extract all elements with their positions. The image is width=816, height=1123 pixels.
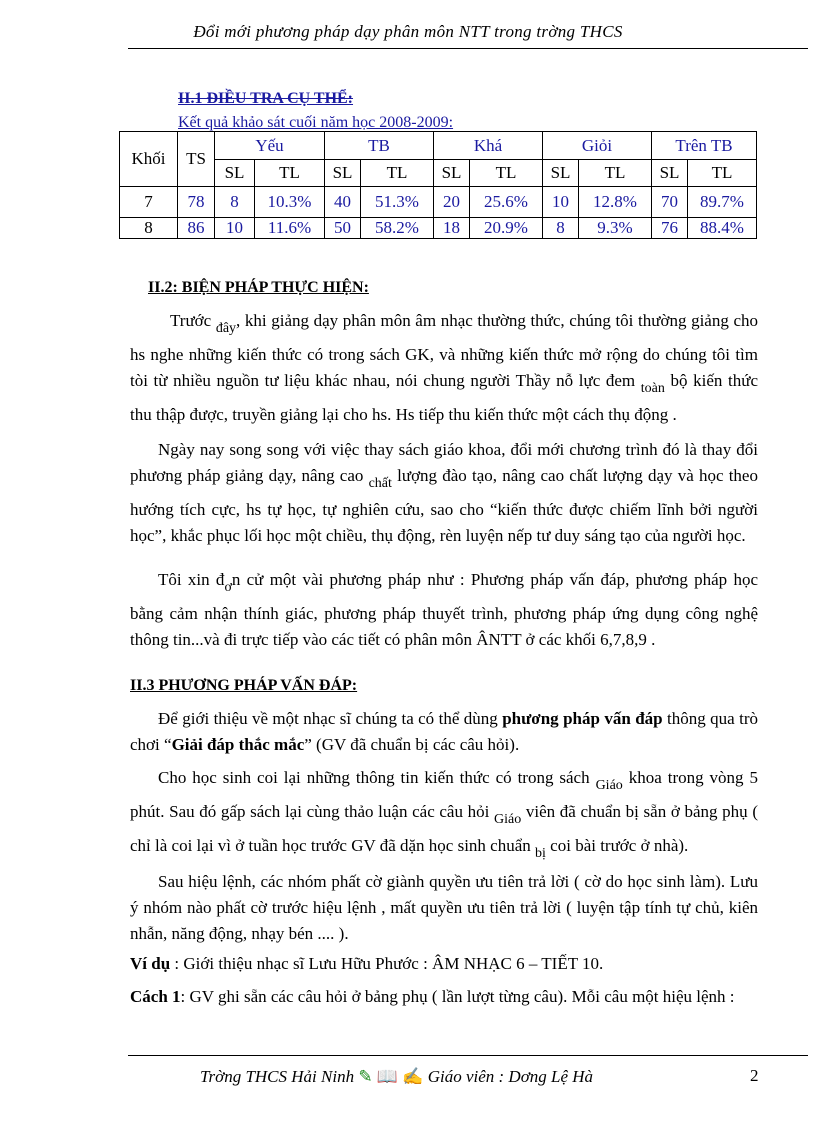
section-3-paragraph-3: Sau hiệu lệnh, các nhóm phất cờ giành quyền ưu tiên trả lời ( cờ do học sinh làm). Lưu ý nhóm nào phất cờ trước hiệu lệnh , mất quyền ưu tiên trả lời ( luyện tập tính tự chủ, kiên nhẫn, năng động, nhạy bén .... ). — [130, 872, 758, 943]
group-header: Trên TB — [652, 132, 757, 160]
table-cell: 76 — [652, 218, 688, 239]
table-cell: 89.7% — [688, 187, 757, 218]
footer-rule — [128, 1055, 808, 1056]
method-1-line: Cách 1: GV ghi sẵn các câu hỏi ở bảng phụ ( lần lượt từng câu). Mỗi câu một hiệu lệnh : — [130, 987, 735, 1006]
table-cell: 10 — [543, 187, 579, 218]
table-cell: 25.6% — [470, 187, 543, 218]
section-2-paragraph-3: Tôi xin $đ_ơn$ cử một vài phương pháp như : Phương pháp vấn đáp, phương pháp học bằng cảm nhận thính giác, phương pháp thuyết trình, phương pháp ứng dụng công nghệ thông tin...và đi trực tiếp vào các tiết có phân môn ÂNTT ở các khối 6,7,8,9 . — [130, 570, 758, 649]
page-footer — [200, 1067, 593, 1087]
table-cell: 20 — [434, 187, 470, 218]
sub-header-tl: TL — [470, 160, 543, 187]
page-header-title: Đổi mới phương pháp dạy phân môn NTT trong trờng THCS — [193, 22, 623, 41]
table-cell: 8 — [215, 187, 255, 218]
sub-header-sl: SL — [325, 160, 361, 187]
example-line: Ví dụ : Giới thiệu nhạc sĩ Lưu Hữu Phước : ÂM NHẠC 6 – TIẾT 10. — [130, 954, 604, 973]
table-cell: 11.6% — [255, 218, 325, 239]
header-ts: TS — [178, 132, 215, 187]
table-cell: 78 — [178, 187, 215, 218]
table-cell: 20.9% — [470, 218, 543, 239]
section-2-paragraph-1: Trước $_{đây}$, khi giảng dạy phân môn âm nhạc thường thức, chúng tôi thường giảng cho hs nghe những kiến thức có trong sách GK, và những kiến thức mở rộng do chúng tôi tìm tòi từ nhiều nguồn tư liệu khác nhau, nói chung người Thầy nỗ lực đem $_{toàn}$ bộ kiến thức thu thập được, truyền giảng lại cho hs. Hs tiếp thu kiến thức một cách thụ động . — [130, 311, 759, 424]
sub-header-sl: SL — [434, 160, 470, 187]
table-cell: 12.8% — [579, 187, 652, 218]
section-2-paragraph-2: Ngày nay song song với việc thay sách giáo khoa, đổi mới chương trình đó là thay đổi phương pháp giảng dạy, nâng cao $_{chất}$ lượng đào tạo, nâng cao chất lượng dạy và học theo hướng tích cực, hs tự học, tự nghiên cứu, sao cho “kiến thức được chiếm lĩnh bởi người học”, khắc phục lối học một chiều, thụ động, rèn luyện nếp tư duy sáng tạo của người học. — [130, 440, 758, 545]
section-1-heading: II.1 ĐIỀU TRA CỤ THỂ: — [178, 90, 354, 107]
sub-header-sl: SL — [543, 160, 579, 187]
book-icon: 📖 — [376, 1067, 399, 1086]
section-3-paragraph-2: Cho học sinh coi lại những thông tin kiến thức có trong sách $_{Giáo}$ khoa trong vòng 5 phút. Sau đó gấp sách lại cùng thảo luận các câu hỏi $_{Giáo}$ viên đã chuẩn bị sẵn ở bảng phụ ( chỉ là coi lại vì ở tuần học trước GV đã dặn học sinh chuẩn $_{bị}$ coi bài trước ở nhà). — [130, 768, 758, 861]
header-rule — [128, 48, 808, 49]
sub-header-tl: TL — [255, 160, 325, 187]
table-cell: 8 — [120, 218, 178, 239]
sub-header-tl: TL — [579, 160, 652, 187]
sub-header-tl: TL — [361, 160, 434, 187]
table-row — [120, 218, 757, 239]
group-header: Khá — [434, 132, 543, 160]
table-cell: 7 — [120, 187, 178, 218]
footer-teacher: Giáo viên : Dơng Lệ Hà — [423, 1067, 594, 1086]
survey-results-table — [119, 131, 757, 239]
sub-header-sl: SL — [215, 160, 255, 187]
section-3-paragraph-1: Để giới thiệu về một nhạc sĩ chúng ta có thể dùng phương pháp vấn đáp thông qua trò chơi “Giải đáp thắc mắc” (GV đã chuẩn bị các câu hỏi). — [130, 709, 758, 754]
group-header: TB — [325, 132, 434, 160]
header-khoi: Khối — [120, 132, 178, 187]
table-cell: 86 — [178, 218, 215, 239]
table-cell: 70 — [652, 187, 688, 218]
table-row — [120, 187, 757, 218]
table-cell: 18 — [434, 218, 470, 239]
table-cell: 40 — [325, 187, 361, 218]
group-header: Yếu — [215, 132, 325, 160]
table-cell: 10 — [215, 218, 255, 239]
table-cell: 10.3% — [255, 187, 325, 218]
section-3-heading: II.3 PHƯƠNG PHÁP VẤN ĐÁP: — [130, 677, 358, 694]
table-cell: 50 — [325, 218, 361, 239]
table-cell: 88.4% — [688, 218, 757, 239]
pencil-icon: ✎ — [358, 1067, 373, 1086]
table-cell: 8 — [543, 218, 579, 239]
table-cell: 58.2% — [361, 218, 434, 239]
table-cell: 51.3% — [361, 187, 434, 218]
footer-school: Trờng THCS Hải Ninh — [200, 1067, 359, 1086]
sub-header-sl: SL — [652, 160, 688, 187]
section-2-heading: II.2: BIỆN PHÁP THỰC HIỆN: — [148, 279, 369, 296]
page-number: 2 — [750, 1066, 759, 1085]
group-header: Giỏi — [543, 132, 652, 160]
pen-icon: ✍ — [402, 1067, 424, 1086]
table-cell: 9.3% — [579, 218, 652, 239]
survey-title: Kết quả khảo sát cuối năm học 2008-2009: — [178, 114, 454, 131]
sub-header-tl: TL — [688, 160, 757, 187]
